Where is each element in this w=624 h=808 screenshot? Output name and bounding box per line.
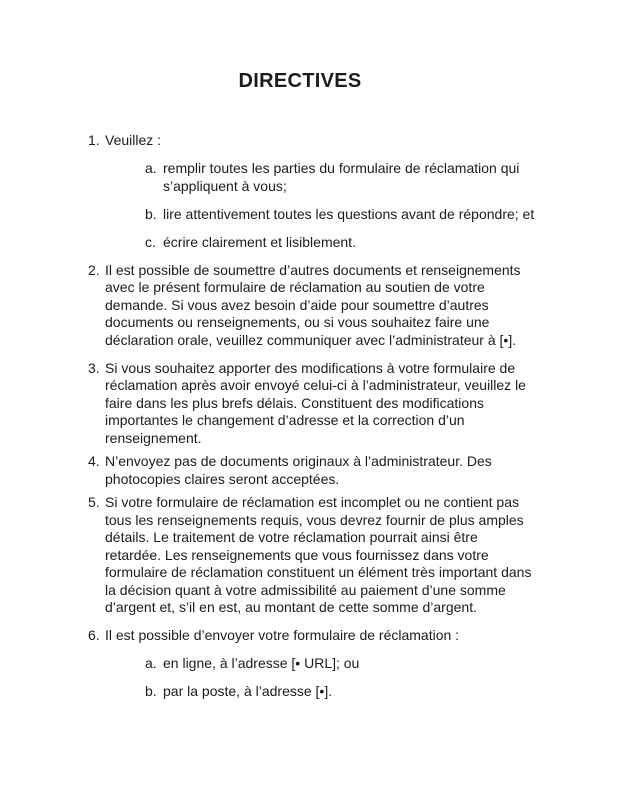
list-subitem-1c xyxy=(145,234,624,252)
text-line: Il est possible de soumettre d’autres documents et renseignements xyxy=(105,261,521,278)
item-body xyxy=(105,132,624,251)
subitem-letter: a. xyxy=(145,654,157,671)
list-subitem-1b xyxy=(145,206,624,224)
list-item-2 xyxy=(88,262,624,350)
item-number: 2. xyxy=(88,261,100,278)
subitem-letter: a. xyxy=(145,160,157,176)
text-line: lire attentivement toutes les questions avant de répondre; et xyxy=(163,205,535,222)
item-number: 1. xyxy=(88,132,100,148)
text-line: en ligne, à l’adresse [• URL]; ou xyxy=(163,654,360,671)
item-body xyxy=(105,262,624,350)
text-line: remplir toutes les parties du formulaire de réclamation qui xyxy=(163,160,520,176)
item-number: 5. xyxy=(88,494,100,510)
list-item-3 xyxy=(88,360,624,448)
document-title: DIRECTIVES xyxy=(238,70,362,92)
text-line: détails. Le traitement de votre réclamation pourrait ainsi être xyxy=(105,529,478,545)
text-line: N’envoyez pas de documents originaux à l’administrateur. Des xyxy=(105,453,492,469)
text-line: avec le présent formulaire de réclamation au soutien de votre xyxy=(105,279,485,295)
text-line: formulaire de réclamation constituent un élément très important dans xyxy=(105,564,532,580)
list-item-1 xyxy=(88,132,624,251)
text-line: tous les renseignements requis, vous devrez fournir de plus amples xyxy=(105,511,524,528)
item-number: 4. xyxy=(88,453,100,469)
text-line: Il est possible d’envoyer votre formulaire de réclamation : xyxy=(105,626,460,643)
item-body xyxy=(105,627,624,701)
text-line: écrire clairement et lisiblement. xyxy=(163,233,356,250)
text-line: Veuillez : xyxy=(105,132,162,148)
text-line: la décision quant à votre admissibilité au paiement d’une somme xyxy=(105,581,506,598)
item-body xyxy=(105,360,624,448)
item-number: 6. xyxy=(88,626,100,643)
item-body xyxy=(105,453,624,488)
text-line: renseignement. xyxy=(105,429,202,446)
text-line: importantes le changement d’adresse et la correction d’un xyxy=(105,412,465,428)
subitem-body xyxy=(163,160,624,195)
text-line: photocopies claires seront acceptées. xyxy=(105,470,340,487)
text-line: Si votre formulaire de réclamation est incomplet ou ne contient pas xyxy=(105,494,519,510)
subitem-body xyxy=(163,234,624,252)
subitem-body xyxy=(163,683,624,701)
text-line: par la poste, à l’adresse [•]. xyxy=(163,682,333,699)
text-line: documents ou renseignements, ou si vous souhaitez faire une xyxy=(105,314,490,330)
text-line: d’argent et, s’il en est, au montant de cette somme d’argent. xyxy=(105,599,477,615)
text-line: demande. Si vous avez besoin d’aide pour soumettre d’autres xyxy=(105,296,489,313)
subitem-letter: b. xyxy=(145,682,157,699)
text-line: retardée. Les renseignements que vous fournissez dans votre xyxy=(105,546,489,563)
list-subitem-6a xyxy=(145,655,624,673)
subitem-body xyxy=(163,655,624,673)
list-item-6 xyxy=(88,627,624,701)
subitem-letter: c. xyxy=(145,233,156,250)
text-line: s’appliquent à vous; xyxy=(163,177,287,194)
text-line: réclamation après avoir envoyé celui-ci à l’administrateur, veuillez le xyxy=(105,377,526,393)
text-line: Si vous souhaitez apporter des modifications à votre formulaire de xyxy=(105,359,516,376)
list-item-5 xyxy=(88,494,624,617)
subitem-body xyxy=(163,206,624,224)
list-item-4 xyxy=(88,453,624,488)
text-line: déclaration orale, veuillez communiquer avec l’administrateur à [•]. xyxy=(105,331,517,348)
item-body xyxy=(105,494,624,617)
list-subitem-6b xyxy=(145,683,624,701)
subitem-letter: b. xyxy=(145,205,157,222)
text-line: faire dans les plus brefs délais. Constituent des modifications xyxy=(105,394,484,411)
list-subitem-1a xyxy=(145,160,624,195)
item-number: 3. xyxy=(88,359,100,376)
